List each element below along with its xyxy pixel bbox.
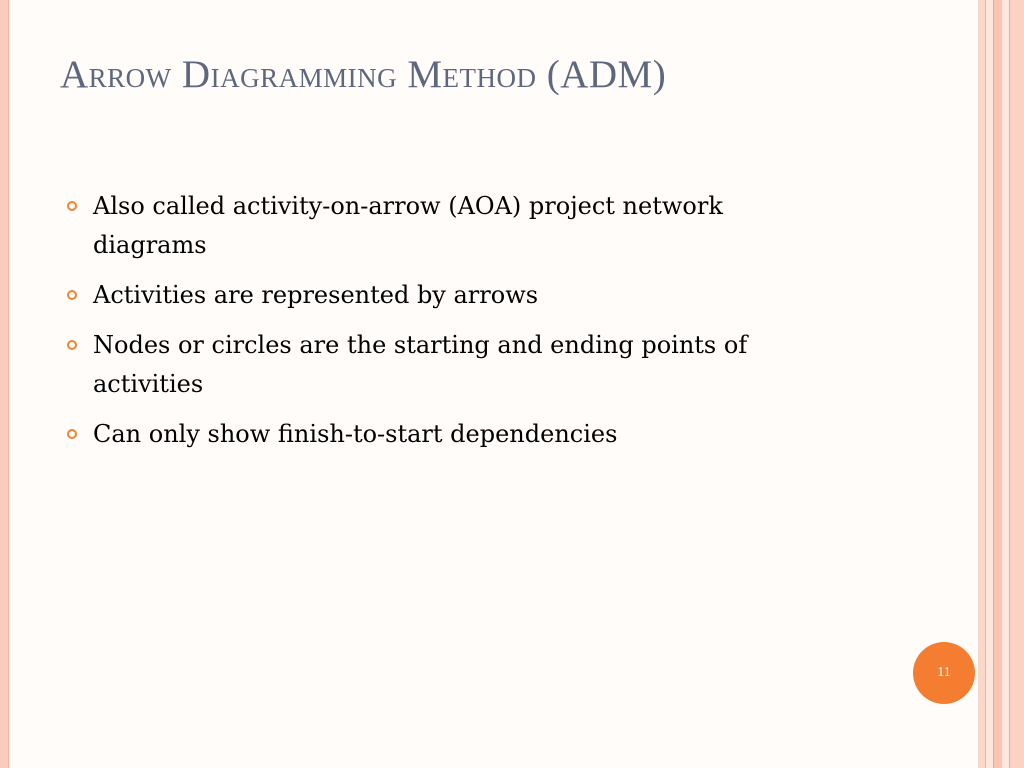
bullet-circle-icon bbox=[67, 340, 77, 350]
border-stripe bbox=[993, 0, 1002, 768]
border-stripe bbox=[978, 0, 986, 768]
bullet-circle-icon bbox=[67, 201, 77, 211]
bullet-list bbox=[67, 187, 787, 465]
page-number: 11 bbox=[937, 665, 951, 680]
bullet-circle-icon bbox=[67, 290, 77, 300]
bullet-circle-icon bbox=[67, 429, 77, 439]
border-stripe bbox=[1009, 0, 1024, 768]
bullet-item bbox=[67, 326, 787, 404]
right-border-stripes bbox=[978, 0, 1024, 768]
border-stripe bbox=[1002, 0, 1009, 768]
bullet-item bbox=[67, 276, 787, 315]
bullet-item bbox=[67, 187, 787, 265]
bullet-text: Activities are represented by arrows bbox=[93, 281, 539, 309]
bullet-text: Also called activity-on-arrow (AOA) project network diagrams bbox=[93, 192, 723, 259]
bullet-text: Can only show finish-to-start dependencies bbox=[93, 420, 618, 448]
bullet-text: Nodes or circles are the starting and ending points of activities bbox=[93, 331, 748, 398]
slide-title: Arrow Diagramming Method (ADM) bbox=[60, 53, 667, 96]
page-number-badge bbox=[913, 642, 975, 704]
left-border-bar bbox=[0, 0, 9, 768]
bullet-item bbox=[67, 415, 787, 454]
border-stripe bbox=[986, 0, 993, 768]
